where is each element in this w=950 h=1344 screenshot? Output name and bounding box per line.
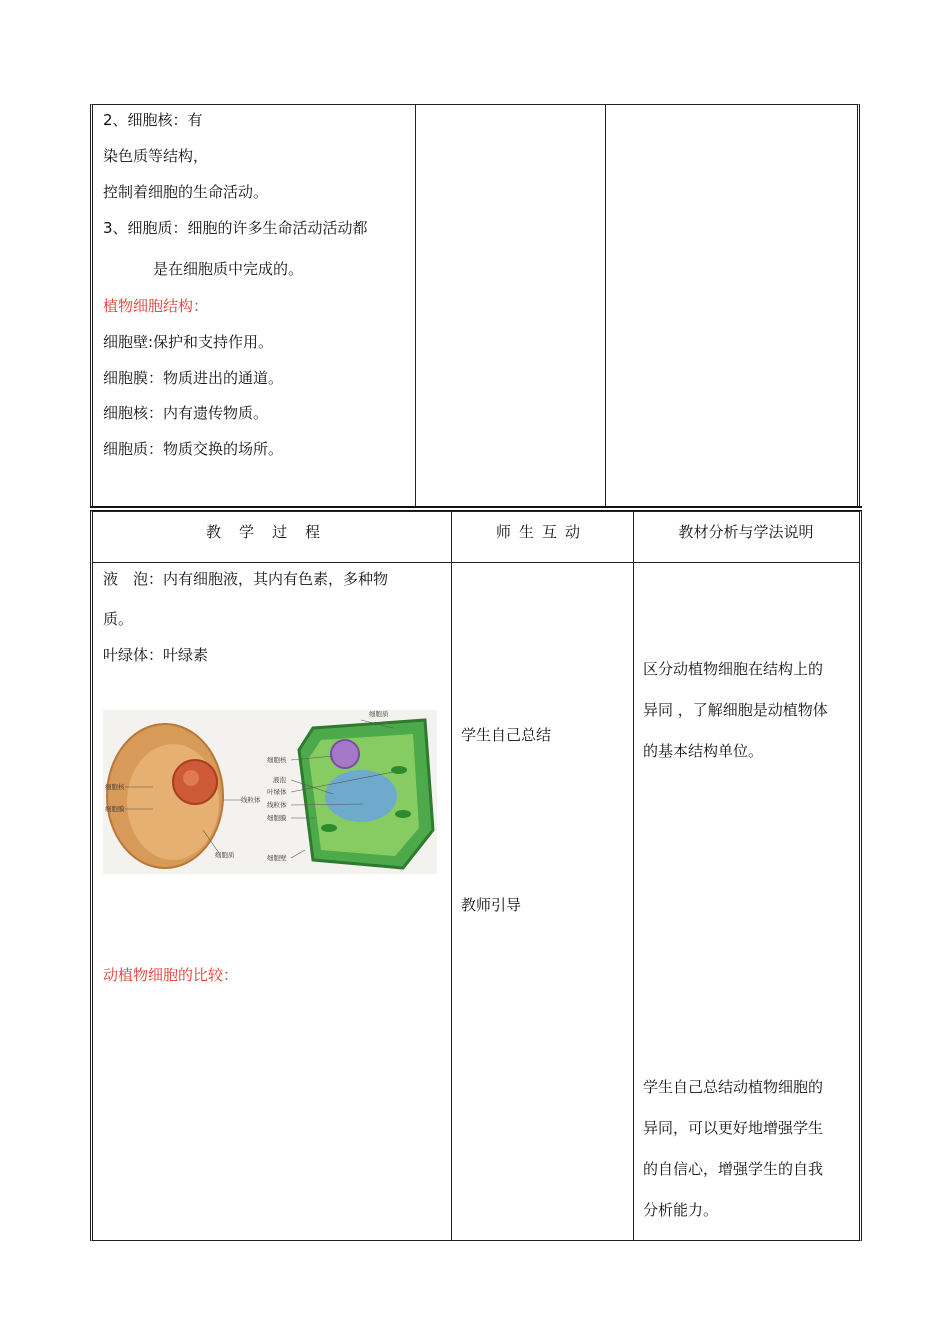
fig-label: 细胞质 [369,710,389,718]
text-line: 异同 ，了解细胞是动植物体 [643,701,828,719]
fig-label: 细胞质 [215,851,235,859]
animal-nucleolus-shape [183,770,199,786]
text-line: 教师引导 [461,896,522,914]
text-line: 细胞壁:保护和支持作用。 [103,333,274,351]
upper-col-content [93,105,416,506]
header-interaction: 师生互动 [451,512,633,563]
chloroplast-shape [321,824,337,832]
header-teaching-process: 教学过程 [93,512,451,563]
fig-label: 细胞膜 [105,805,125,813]
col-material-analysis [633,512,859,1240]
upper-col-notes [605,105,857,506]
section-heading-plant-structure: 植物细胞结构： [103,297,209,315]
lower-table [90,511,862,1241]
plant-vacuole-shape [325,770,397,822]
text-line: 3、细胞质：细胞的许多生命活动活动都 [103,219,368,237]
cell-diagram-figure [103,710,437,874]
fig-label: 叶绿体 [267,788,287,796]
col-teacher-student-interaction [451,512,634,1240]
fig-label: 细胞壁 [267,854,287,862]
text-line: 液 泡：内有细胞液，其内有色素，多种物 [103,570,389,588]
section-heading-comparison: 动植物细胞的比较： [103,966,239,984]
text-line: 是在细胞质中完成的。 [153,260,304,278]
fig-label: 细胞膜 [267,814,287,822]
text-line: 叶绿体：叶绿素 [103,646,209,664]
text-line: 的自信心，增强学生的自我 [643,1160,824,1178]
text-line: 区分动植物细胞在结构上的 [643,660,824,678]
text-line: 细胞膜：物质进出的通道。 [103,369,284,387]
upper-table [90,104,860,507]
text-line: 控制着细胞的生命活动。 [103,183,269,201]
text-line: 染色质等结构， [103,147,209,165]
col-teaching-process [93,512,452,1240]
text-line: 细胞质：物质交换的场所。 [103,440,284,458]
text-line: 的基本结构单位。 [643,742,764,760]
chloroplast-shape [391,766,407,774]
plant-nucleus-shape [331,740,359,768]
upper-col-interaction [415,105,606,506]
fig-label: 细胞核 [267,756,287,764]
text-line: 2、细胞核：有 [103,111,203,129]
fig-label: 线粒体 [267,801,287,809]
text-line: 质。 [103,610,134,628]
cell-diagram-illustration [103,710,437,874]
fig-label: 液泡 [273,776,286,784]
text-line: 细胞核：内有遗传物质。 [103,404,269,422]
chloroplast-shape [395,810,411,818]
text-line: 学生自己总结动植物细胞的 [643,1078,824,1096]
text-line: 学生自己总结 [461,726,552,744]
header-analysis: 教材分析与学法说明 [633,512,859,563]
text-line: 分析能力。 [643,1201,719,1219]
fig-label: 细胞核 [105,783,125,791]
text-line: 异同，可以更好地增强学生 [643,1119,824,1137]
fig-label: 线粒体 [241,796,261,804]
